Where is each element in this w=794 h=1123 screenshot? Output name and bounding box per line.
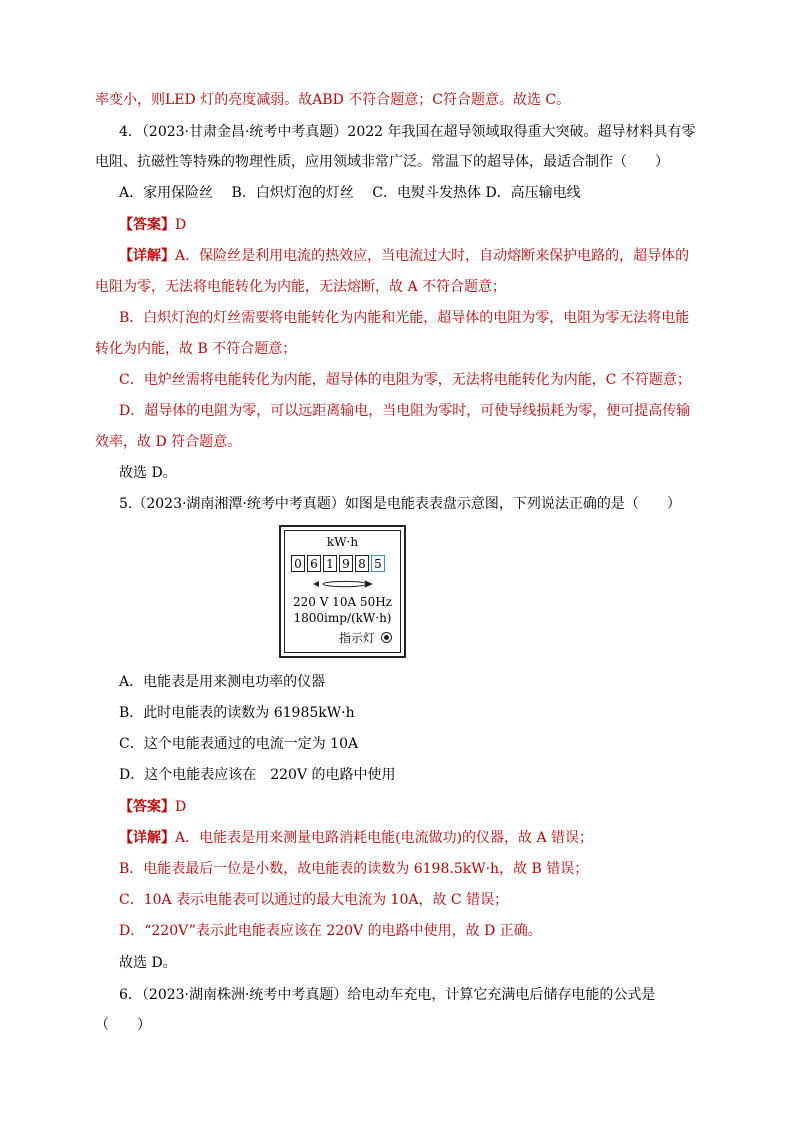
question-4-stem: 4．（2023·甘肃金昌·统考中考真题）2022 年我国在超导领域取得重大突破。超导材料具有零 [119,124,696,140]
explanation-5-a [119,828,593,848]
answer-label: 【答案】 [119,217,175,233]
explanation-4-c: B．白炽灯泡的灯丝需要将电能转化为内能和光能，超导体的电阻为零，电阻为零无法将电能 [119,310,690,326]
question-5-option-b: B．此时电能表的读数为 61985kW·h [119,705,355,721]
answer-label: 【答案】 [119,799,175,815]
rotor-arrow-icon [313,579,373,589]
meter-spec-rating: 220 V 10A 50Hz [292,595,392,609]
explanation-label: 【详解】 [119,830,175,846]
question-6-stem-cont: （ ） [95,1017,151,1033]
question-6-stem: 6．（2023·湖南株洲·统考中考真题）给电动车充电，计算它充满电后储存电能的公式是 [119,987,656,1003]
explanation-4-b: 电阻为零，无法将电能转化为内能，无法熔断，故 A 不符合题意； [95,279,507,295]
meter-face [284,530,401,653]
answer-value: D [175,799,187,815]
question-5-option-a: A．电能表是用来测电功率的仪器 [119,674,326,690]
question-5-option-d: D．这个电能表应该在 220V 的电路中使用 [119,767,396,783]
meter-digits [291,555,387,572]
meter-digit: 6 [307,555,321,572]
explanation-5-d: D．“220V”表示此电能表应该在 220V 的电路中使用，故 D 正确。 [119,923,542,939]
meter-unit: kW·h [326,535,359,549]
answer-value: D [175,217,187,233]
explanation-5-b: B．电能表最后一位是小数，故电能表的读数为 6198.5kW·h，故 B 错误； [119,861,589,877]
indicator-lamp-icon [381,632,392,643]
indicator-light [339,629,392,646]
meter-spec-imp: 1800imp/(kW·h) [293,611,392,625]
indicator-label: 指示灯 [338,631,375,645]
question-4-options: A．家用保险丝 B．白炽灯泡的灯丝 C．电熨斗发热体 D．高压输电线 [119,185,581,201]
explanation-4-d: 转化为内能，故 B 不符合题意； [95,341,297,357]
selection-4: 故选 D。 [119,465,177,481]
question-4-stem-cont: 电阻、抗磁性等特殊的物理性质，应用领域非常广泛。常温下的超导体，最适合制作（ ） [95,154,669,170]
energy-meter-diagram [279,525,406,658]
explanation-label: 【详解】 [119,248,175,264]
meter-digit: 1 [323,555,337,572]
selection-5: 故选 D。 [119,955,177,971]
answer-4 [119,215,186,235]
meter-digit: 0 [291,555,305,572]
explanation-4-a [119,246,689,266]
explanation-text: A．保险丝是利用电流的热效应，当电流过大时，自动熔断来保护电路的，超导体的 [175,248,690,264]
meter-digit: 8 [355,555,369,572]
prev-explanation-end: 率变小，则LED 灯的亮度减弱。故ABD 不符合题意；C符合题意。故选 C。 [95,92,571,108]
explanation-5-c: C．10A 表示电能表可以通过的最大电流为 10A，故 C 错误； [119,892,509,908]
answer-5 [119,797,186,817]
explanation-4-g: 效率，故 D 符合题意。 [95,434,242,450]
explanation-4-e: C．电炉丝需将电能转化为内能，超导体的电阻为零，无法将电能转化为内能，C 不符题意； [119,372,691,388]
meter-digit-decimal: 5 [371,555,385,572]
meter-digit: 9 [339,555,353,572]
explanation-text: A．电能表是用来测量电路消耗电能(电流做功)的仪器，故 A 错误； [175,830,594,846]
question-5-option-c: C．这个电能表通过的电流一定为 10A [119,736,359,752]
explanation-4-f: D．超导体的电阻为零，可以远距离输电，当电阻为零时，可使导线损耗为零，便可提高传输 [119,403,691,419]
question-5-stem: 5.（2023·湖南湘潭·统考中考真题）如图是电能表表盘示意图，下列说法正确的是（ ） [119,496,681,512]
